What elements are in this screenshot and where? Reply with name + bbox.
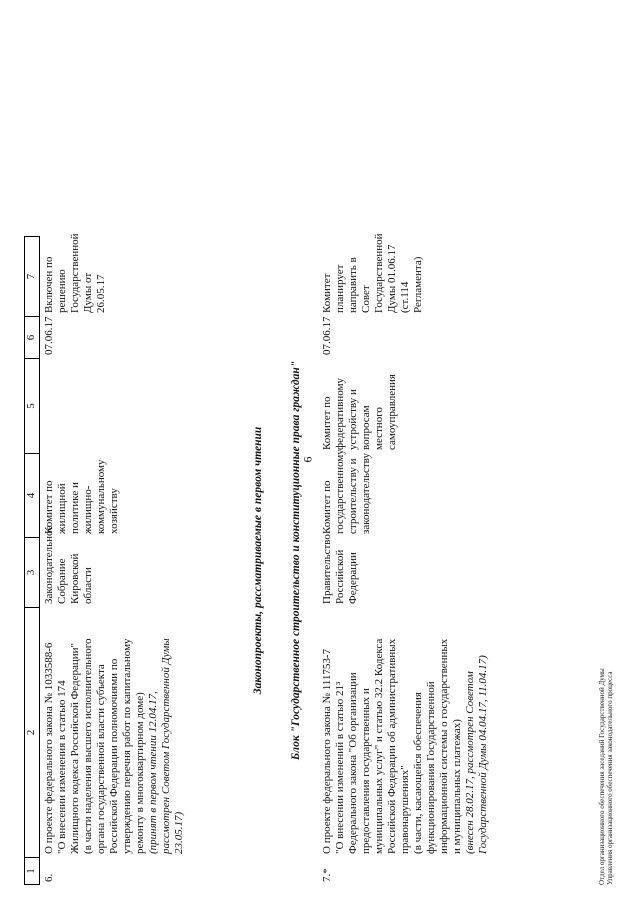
bill-title-line: утверждению перечня работ по капитальному bbox=[120, 638, 133, 854]
bill-title-cell bbox=[40, 607, 186, 857]
column-header: 5 bbox=[24, 358, 40, 453]
column-header: 2 bbox=[24, 607, 40, 857]
decision-cell: Включен по решению Государственной Думы от 26.05.17 bbox=[43, 233, 107, 313]
bill-title-line: О проекте федерального закона № 1033588-6 bbox=[43, 642, 55, 854]
table-row bbox=[40, 233, 186, 885]
initiator-cell: Правительство Российской Федерации bbox=[321, 534, 359, 604]
footer-line: Управления организационного обеспечения законодательного процесса bbox=[606, 671, 615, 885]
date-cell: 07.06.17 bbox=[321, 316, 333, 355]
column-header: 4 bbox=[24, 453, 40, 537]
table-header bbox=[24, 236, 40, 885]
bill-title-line: органа государственной власти субъекта bbox=[94, 664, 107, 854]
bill-title-line: и муниципальных платежах) bbox=[450, 719, 463, 854]
bill-title-line: Жилищного кодекса Российской Федерации" bbox=[68, 642, 81, 854]
bill-title-line: "О внесении изменения в статью 174 bbox=[55, 680, 68, 854]
rotated-page-content bbox=[20, 25, 620, 885]
column-header: 7 bbox=[24, 236, 40, 316]
bill-title-line: (в части наделения высшего исполнительного bbox=[81, 638, 94, 854]
bill-title-line: правонарушениях" bbox=[398, 765, 411, 854]
bill-title-line: О проекте федерального закона № 111753-7 bbox=[321, 648, 333, 854]
bill-title-line: муниципальных услуг" и статью 32.2 Кодекса bbox=[372, 638, 385, 854]
bill-title-line: Российской Федерации об административных bbox=[385, 638, 398, 854]
footer-line: Отдел организационного обеспечения заседаний Государственной Думы bbox=[598, 668, 606, 885]
committee-cell: Комитет по государственному строительству и законодательству bbox=[321, 449, 372, 534]
bill-title-line: (в части, касающейся обеспечения bbox=[411, 692, 424, 854]
bill-title-cell bbox=[318, 607, 490, 857]
column-header: 1 bbox=[24, 857, 40, 885]
column-header: 3 bbox=[24, 537, 40, 607]
bill-note-line: Государственной Думы 04.04.17, 11.04.17) bbox=[476, 655, 489, 854]
bill-title-line: информационной системы о государственных bbox=[437, 638, 450, 854]
bill-note-line: (принят в первом чтении 12.04.17, bbox=[146, 691, 159, 854]
bill-title-line: Российской Федерации полномочиями по bbox=[107, 658, 120, 854]
bill-note-line: 23.05.17) bbox=[172, 811, 185, 854]
bill-title-line: "О внесении изменений в статью 21³ bbox=[333, 681, 346, 854]
column-header: 6 bbox=[24, 316, 40, 358]
bill-note-line: рассмотрен Советом Государственной Думы bbox=[159, 638, 172, 854]
row-number: 6. bbox=[43, 873, 55, 882]
table-row bbox=[318, 233, 490, 885]
bill-title-line: ремонту в многоквартирном доме) bbox=[133, 692, 146, 854]
decision-cell: Комитет планирует направить в Совет Государственной Думы 01.06.17 (ст.114 Регламента) bbox=[321, 233, 424, 313]
footer bbox=[598, 668, 615, 885]
co-committee-cell: Комитет по федеративному устройству и вопросам местного самоуправления bbox=[321, 374, 398, 450]
section-heading: Законопроекты, рассматриваемые в первом чтении bbox=[252, 426, 264, 695]
bill-title-line: Федерального закона "Об организации bbox=[346, 672, 359, 854]
block-heading: Блок "Государственное строительство и конституционные права граждан" bbox=[290, 360, 302, 761]
committee-cell: Комитет по жилищной политике и жилищно-коммунальному хозяйству bbox=[43, 459, 120, 534]
initiator-cell: Законодательное Собрание Кировской области bbox=[43, 525, 94, 604]
row-number: 7.* bbox=[321, 868, 333, 882]
bill-title-line: предоставления государственных и bbox=[359, 688, 372, 854]
page-number: 6 bbox=[300, 456, 315, 463]
co-committee-cell bbox=[40, 358, 186, 453]
date-cell: 07.06.17 bbox=[43, 316, 55, 355]
bill-note-line: (внесен 28.02.17, рассмотрен Советом bbox=[463, 671, 476, 854]
bill-title-line: функционирования Государственной bbox=[424, 681, 437, 854]
